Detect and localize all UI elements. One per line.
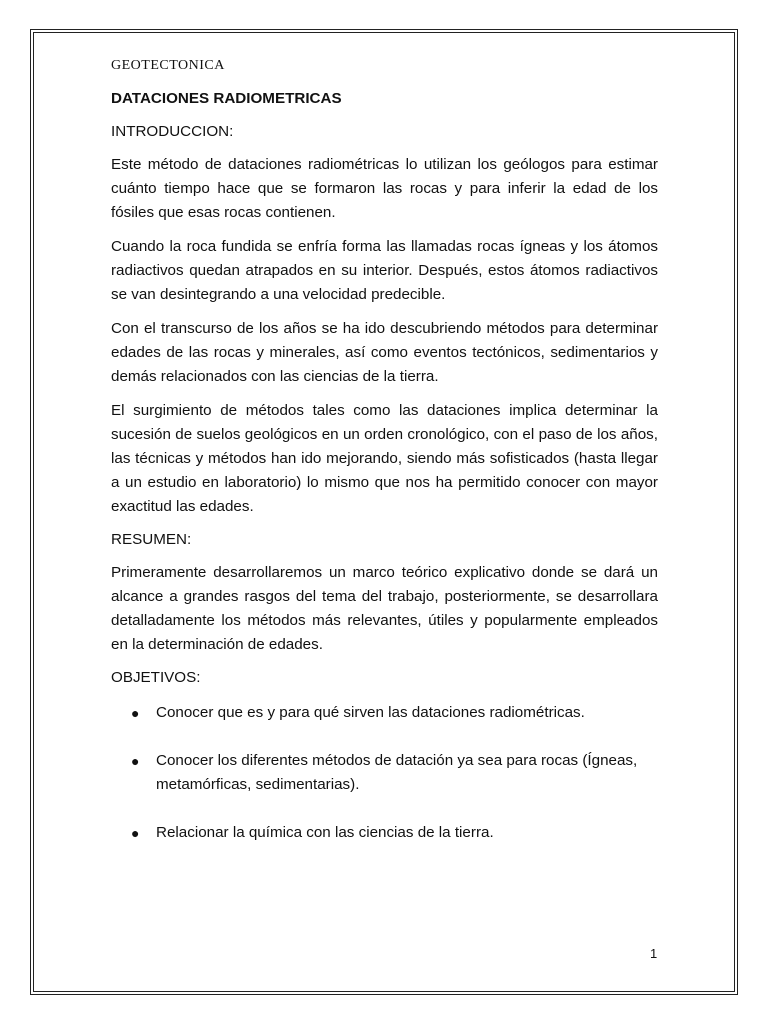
objective-text: Conocer que es y para qué sirven las dataciones radiométricas. [156,704,585,721]
document-title: DATACIONES RADIOMETRICAS [111,90,342,107]
objective-item [111,701,658,725]
intro-paragraph-2: Cuando la roca fundida se enfría forma las llamadas rocas ígneas y los átomos radiactivos quedan atrapados en su interior. Después, estos átomos radiactivos se van desintegrando a una velocidad predecible. [111,238,658,303]
intro-paragraph-3: Con el transcurso de los años se ha ido descubriendo métodos para determinar edades de las rocas y minerales, así como eventos tectónicos, sedimentarios y demás relacionados con las ciencias de la tierra. [111,320,658,385]
document-body [111,56,658,869]
intro-paragraph-1: Este método de dataciones radiométricas lo utilizan los geólogos para estimar cuánto tiempo hace que se formaron las rocas y para inferir la edad de los fósiles que esas rocas contienen. [111,156,658,221]
bullet-icon: ● [131,753,140,769]
objective-item [111,821,658,845]
objective-text: Conocer los diferentes métodos de datación ya sea para rocas (Ígneas, metamórficas, sedimentarias). [156,752,638,793]
summary-paragraph: Primeramente desarrollaremos un marco teórico explicativo donde se dará un alcance a grandes rasgos del tema del trabajo, posteriormente, se desarrollara detalladamente los métodos más relevantes, útiles y popularmente empleados en la determinación de edades. [111,564,658,653]
summary-heading: RESUMEN: [111,531,192,548]
intro-paragraph-4: El surgimiento de métodos tales como las dataciones implica determinar la sucesión de suelos geológicos en un orden cronológico, con el paso de los años, las técnicas y métodos han ido mejorando, siendo más sofisticados (hasta llegar a un estudio en laboratorio) lo mismo que nos ha permitido conocer con mayor exactitud las edades. [111,402,658,515]
objective-text: Relacionar la química con las ciencias de la tierra. [156,824,494,841]
bullet-icon: ● [131,825,140,841]
objective-item [111,749,658,797]
objectives-heading: OBJETIVOS: [111,669,201,686]
bullet-icon: ● [131,705,140,721]
objectives-list [111,701,658,845]
header-title: GEOTECTONICA [111,58,225,73]
intro-heading: INTRODUCCION: [111,123,234,140]
page-number: 1 [650,946,658,961]
